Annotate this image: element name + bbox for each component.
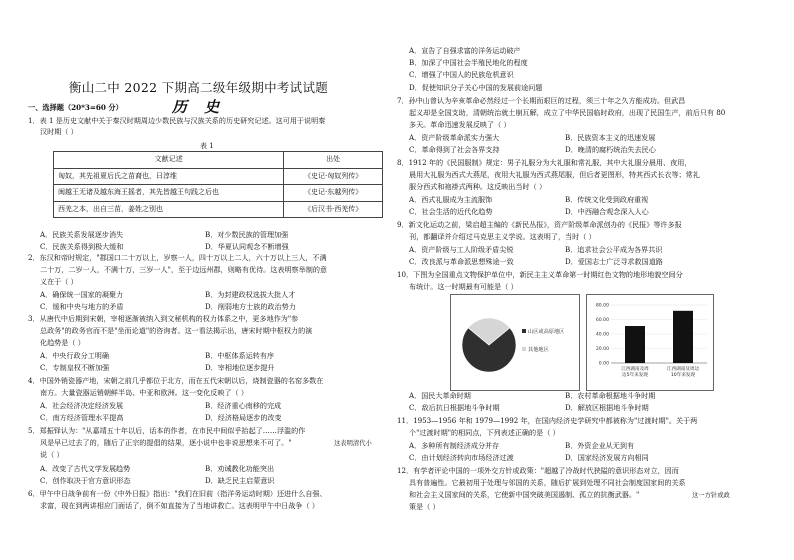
text-line: 9．新文化运动之前，梁启超主编的《新民丛报》，资产阶级革命派创办的《民报》等许多报 — [397, 220, 682, 229]
table-caption: 表 1 — [200, 142, 214, 150]
text-line: 8．1912 年的《民国服制》规定：男子礼服分为大礼服和常礼服，其中大礼服分晨用、夜用， — [397, 158, 692, 167]
text-line: 11．1953—1956 年和 1979—1992 年，在国内经济史学研究中都被称为"过渡时期"。关于两 — [397, 416, 698, 425]
text-line: 二十万，二岁一人，不满十万，三岁一人"，至于边远州郡，则略有优待。这表明察举制的意 — [40, 265, 328, 274]
text-line: 4．中国外销瓷器产地，宋朝之前几乎都位于北方，而在五代宋朝以后，烧制瓷器的名窑多数在 — [28, 376, 324, 385]
category-label: 10年来发现 — [670, 373, 696, 378]
text-line: 义在于（ ） — [40, 277, 78, 286]
text-line: C．创作取决于官方意识形态 — [40, 476, 131, 485]
text-line: 起义却是全国支助，清朝统治就土崩瓦解，成立了中华民国临时政府，出现了民国生产，前后只有 80 — [409, 108, 726, 117]
text-line: B．为封建政权选拔大批人才 — [205, 290, 296, 299]
source-note: 这表明清代小 — [334, 440, 372, 447]
bar — [625, 326, 645, 363]
legend-swatch — [522, 329, 526, 333]
table-cell: 《后汉书·西羌传》 — [284, 201, 383, 218]
tick-label: 20.00 — [595, 347, 609, 353]
text-line: D．缺乏民主启蒙意识 — [205, 476, 275, 485]
source-note: 这一方针或政 — [692, 492, 730, 499]
text-line: B．经济重心南移的完成 — [205, 401, 282, 410]
text-line: C．由计划经济转向市场经济过渡 — [409, 453, 514, 462]
text-line: B．民族资本主义的迅速发展 — [565, 133, 656, 142]
text-line: D．削弱地方士族的政治势力 — [205, 302, 296, 311]
text-line: 风是早已过去了的，随后了正宗的提倡的结果，逐小说中也非说思想来不可了。" — [40, 438, 292, 447]
text-line: C．社会生活的近代化趋势 — [409, 207, 493, 216]
text-line: B．农村革命根据地斗争时期 — [565, 391, 656, 400]
text-line: 化趋势是（ ） — [40, 338, 85, 347]
text-line: B．追求社会公平成为各界共识 — [565, 245, 663, 254]
category-label: 江西湖南及周边 — [666, 367, 700, 372]
text-line: 3．从唐代中后期到宋朝，宰相逐渐被纳入到文秘机构的权力体系之中，更多地作为"参 — [28, 314, 299, 323]
text-line: A．中央行政分工明确 — [40, 351, 109, 360]
legend-label: 山区或高原地区 — [528, 329, 565, 335]
text-line: C．敌后抗日根据地斗争时期 — [409, 403, 500, 412]
pie-chart-figure — [450, 294, 580, 391]
category-label: 江西湖南及周 — [621, 367, 649, 372]
text-line: D．华夏认同观念不断增强 — [205, 242, 289, 251]
text-line: 1．表 1 是历史文献中关于秦汉时期周边少数民族与汉族关系的历史研究记述。这可用于说明秦 — [28, 116, 326, 125]
legend-label: 其他地区 — [528, 347, 549, 353]
text-line: A．国民大革命时期 — [409, 391, 471, 400]
text-line: C．增强了中国人的民族危机意识 — [409, 70, 514, 79]
text-line: 晨用大礼服为西式大燕尾，夜用大礼服为西式燕尾服，但后者更图形，特其西式长衣等；常礼 — [409, 170, 700, 179]
text-line: 10．下图为全国重点文物保护单位中，新民主主义革命第一时期红色文物的地形地貌空间分 — [397, 270, 683, 279]
text-line: D．中西融合观念深入人心 — [565, 207, 649, 216]
table-header: 文献记述 — [54, 152, 284, 169]
text-line: D．国家经济发展方向相同 — [565, 453, 649, 462]
text-line: D．晚清的腐朽统治失去民心 — [565, 145, 656, 154]
text-line: C．革命得到了社会各界支持 — [409, 145, 500, 154]
table-row — [54, 185, 383, 202]
text-line: 南方。大量瓷器运销朝鲜半岛、中亚和欧洲。这一变化反映了（ ） — [40, 388, 248, 397]
table-cell: 西羌之本，出自三苗，姜姓之别也 — [54, 201, 284, 218]
text-line: 2．东汉和帝时规定，"郡国口二十万以上，岁察一人，四十万以上二人，六十万以上三人，不满 — [28, 253, 327, 262]
text-line: 总政务"的政务官而不是"坐而论道"的咨询者。这一看法揭示出，唐宋时期中枢权力的演 — [40, 326, 313, 335]
tick-label: 0.00 — [598, 361, 609, 367]
text-line: 布统计。这一时期最有可能是（ ） — [409, 282, 518, 291]
text-line: A．多种所有制经济成分并存 — [409, 441, 500, 450]
text-line: 汉时期（ ） — [40, 127, 78, 136]
table-cell: 闽越王无诸及越东海王摇者，其先皆越王句践之后也 — [54, 185, 284, 202]
subject-heading: 历 史 — [171, 98, 226, 116]
text-line: A．宣告了自强求富的洋务运动破产 — [409, 46, 521, 55]
pie-chart — [451, 295, 579, 390]
table-row — [54, 201, 383, 218]
bar — [673, 311, 693, 363]
text-line: 刊，都翻译并介绍过马克思主义学说。这表明了，当时（ ） — [409, 232, 596, 241]
source-table — [53, 151, 383, 218]
bar-chart-figure — [586, 294, 714, 391]
text-line: D．促使知识分子关心中国的发展前途问题 — [409, 83, 543, 92]
text-line: B．传统文化受到政府重视 — [565, 195, 649, 204]
text-line: B．劝诫教化功能突出 — [205, 464, 275, 473]
text-line: B．外资企业从无到有 — [565, 441, 635, 450]
text-line: A．资产阶级与工人阶级矛盾尖锐 — [409, 245, 514, 254]
text-line: 策是（ ） — [409, 502, 440, 511]
text-line: 多天。革命迅速发展反映了（ ） — [409, 120, 511, 129]
text-line: 和社会主义国家间的关系，它使新中国突破美国遏制、孤立的抗衡武器。" — [409, 490, 640, 499]
text-line: C．民族关系得到极大缓和 — [40, 242, 124, 251]
text-line: 服分西式和袍褂式两种。这反映出当时（ ） — [409, 182, 547, 191]
text-line: 个"过渡时期"的相同点，下列表述正确的是（ ） — [409, 428, 560, 437]
text-line: A．民族关系发展逐步消失 — [40, 230, 124, 239]
table-cell: 《史记·匈奴列传》 — [284, 168, 383, 185]
text-line: 12．有学者评论中国的一项外交方针或政策："超越了冷战时代狭隘的意识形态对立，因而 — [397, 466, 679, 475]
text-line: 5．郑振铎认为："从嘉靖五十年以后，话本的作者，在市民中间似乎抬起了……浮滥的作 — [28, 426, 306, 435]
text-line: D．宰相地位逐步提升 — [205, 363, 275, 372]
legend-swatch — [522, 347, 526, 351]
table-cell: 匈奴，其先祖夏后氏之苗裔也，曰淳维 — [54, 168, 284, 185]
section-heading: 一、选择题（20*3=60 分） — [28, 103, 123, 112]
text-line: A．资产阶级革命派实力强大 — [409, 133, 500, 142]
text-line: C．缓和中央与地方的矛盾 — [40, 302, 124, 311]
text-line: 说（ ） — [40, 450, 64, 459]
exam-title: 衡山二中 2022 下期高二级年级期中考试试题 — [68, 80, 329, 95]
text-line: A．改变了古代文学发展趋势 — [40, 464, 131, 473]
text-line: B．中枢体系运转有序 — [205, 351, 275, 360]
right-column — [397, 0, 794, 560]
text-line: C．专制皇权不断加强 — [40, 363, 110, 372]
text-line: D．经济格局逐步的改变 — [205, 413, 282, 422]
text-line: 具有普遍性。它最初用于处理与邻国的关系，随后扩展到处理不同社会制度国家间的关系 — [409, 478, 686, 487]
text-line: C．南方经济管理水平提高 — [40, 413, 124, 422]
text-line: B．对少数民族的管理加强 — [205, 230, 289, 239]
text-line: A．确保统一国家的凝聚力 — [40, 290, 124, 299]
text-line: C．改良派与革命派思想殊途一致 — [409, 257, 514, 266]
bar-chart — [587, 295, 713, 390]
table-header: 出处 — [284, 152, 383, 169]
table-row — [54, 168, 383, 185]
text-line: 7．孙中山曾认为辛亥革命必然经过一个长期而艰巨的过程，须三十年之久方能成功。但武昌 — [397, 96, 686, 105]
text-line: A．西式礼服成为主流服饰 — [409, 195, 493, 204]
table-cell: 《史记·东越列传》 — [284, 185, 383, 202]
category-label: 边5年来发现 — [622, 373, 648, 378]
text-line: 6．甲午中日战争前有一份《中外日报》指出："我们在旧前（指洋务运动时期）还进什么自强、 — [28, 489, 327, 498]
text-line: 求富，现在到两讲相应门面话了，倒不如直接为了当地讲救亡。这表明甲午中日战争（ ） — [40, 501, 319, 510]
tick-label: 80.00 — [595, 303, 609, 309]
text-line: A．社会经济决定经济发展 — [40, 401, 124, 410]
tick-label: 60.00 — [595, 318, 609, 324]
tick-label: 40.00 — [595, 332, 609, 338]
text-line: D．爱国志士广泛寻求救国道路 — [565, 257, 663, 266]
text-line: B．加深了中国社会半殖民地化的程度 — [409, 58, 528, 67]
text-line: D．解放区根据地斗争时期 — [565, 403, 649, 412]
